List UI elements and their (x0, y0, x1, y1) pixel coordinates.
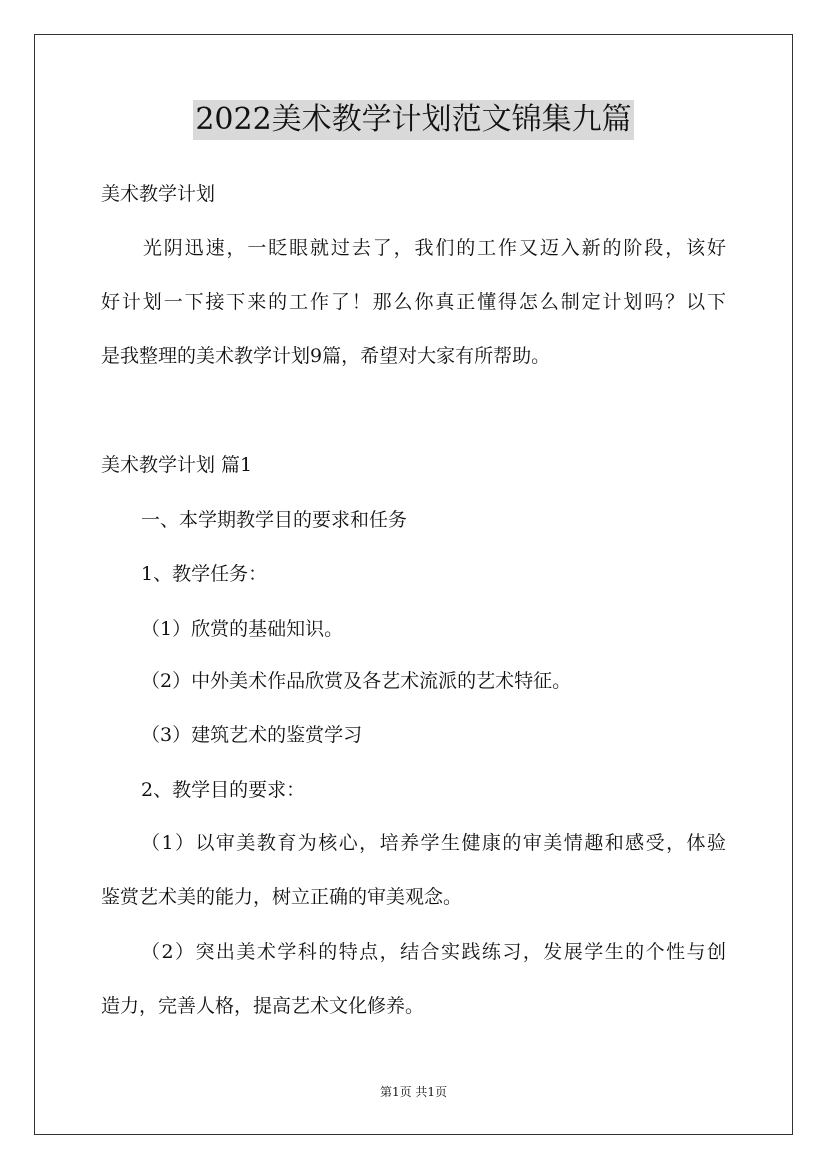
requirement-2-line-2: 造力，完善人格，提高艺术文化修养。 (101, 995, 425, 1017)
sub-heading-requirements: 2、教学目的要求： (141, 779, 306, 801)
task-item-3: （3）建筑艺术的鉴赏学习 (141, 724, 363, 746)
task-item-2: （2）中外美术作品欣赏及各艺术流派的艺术特征。 (141, 670, 572, 692)
task-item-1: （1）欣赏的基础知识。 (141, 618, 344, 640)
intro-paragraph-line-3: 是我整理的美术教学计划9篇，希望对大家有所帮助。 (101, 345, 551, 367)
requirement-1-line-2: 鉴赏艺术美的能力，树立正确的审美观念。 (101, 886, 463, 908)
intro-paragraph-line-1 (101, 235, 726, 261)
chapter-heading: 美术教学计划 篇1 (101, 454, 253, 476)
requirement-1-line-1: （1）以审美教育为核心，培养学生健康的审美情趣和感受，体验 (141, 832, 726, 854)
document-title: 2022美术教学计划范文锦集九篇 (193, 100, 633, 140)
title-container (0, 100, 827, 140)
intro-text-1: 光阴迅速，一眨眼就过去了，我们的工作又迈入新的阶段，该好 (141, 237, 726, 259)
requirement-2-line-1: （2）突出美术学科的特点，结合实践练习，发展学生的个性与创 (141, 941, 726, 963)
sub-heading-tasks: 1、教学任务： (141, 563, 268, 585)
item-heading: 一、本学期教学目的要求和任务 (141, 509, 408, 531)
page-number: 第1页 共1页 (379, 1085, 448, 1099)
intro-paragraph-line-2: 好计划一下接下来的工作了！那么你真正懂得怎么制定计划吗？以下 (101, 291, 726, 313)
section-heading: 美术教学计划 (101, 183, 216, 205)
